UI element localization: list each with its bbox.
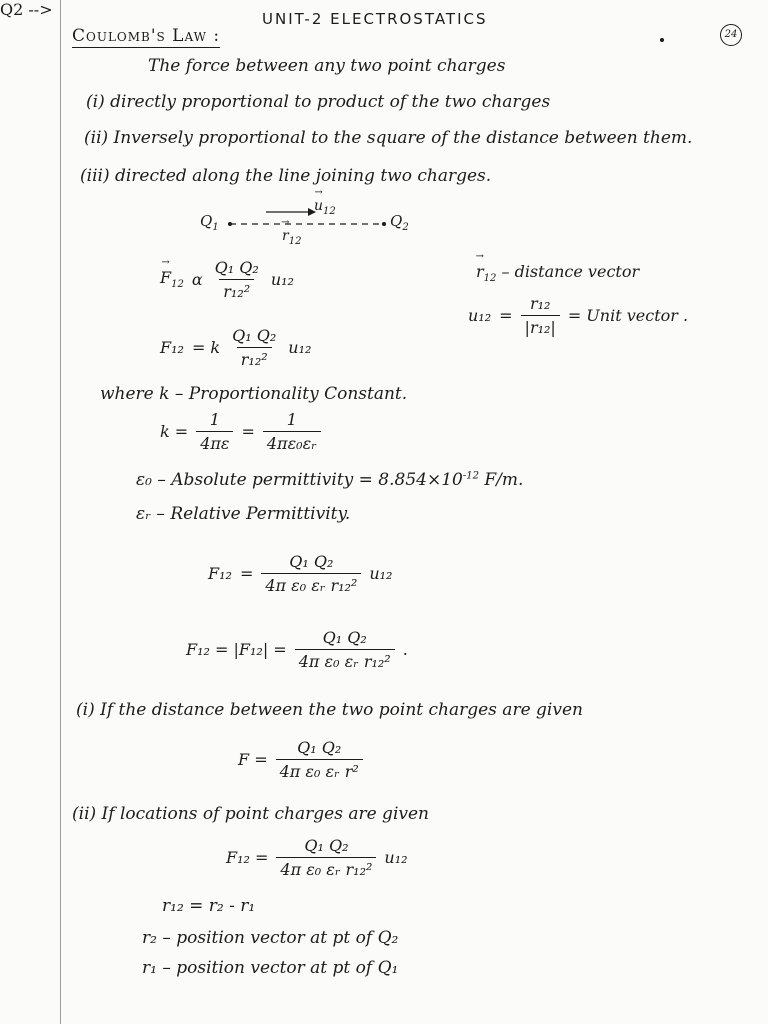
eq1-lhs: → $F_{12}$ [160, 268, 184, 290]
intro-line-3: (iii) directed along the line joining two charges. [80, 166, 492, 186]
eq5-lhs: F = [238, 750, 268, 769]
unit-vector-fraction: $\frac{\text{r₁₂}}{\text{|r₁₂|}}$ [521, 294, 560, 337]
force-magnitude-equation [186, 628, 408, 671]
intro-line-1: (i) directly proportional to product of the two charges [86, 92, 551, 112]
eq3-tail: u₁₂ [369, 564, 393, 583]
eq3-op: = [239, 564, 254, 583]
k-equals: = [241, 422, 255, 441]
charge-diagram [196, 198, 426, 250]
distance-force-equation [238, 738, 363, 781]
page-number: 24 [720, 24, 742, 46]
eq4-lhs: F₁₂ = |F₁₂| = [186, 640, 287, 659]
eq2-op: = k [191, 338, 221, 357]
r12-difference-line: r₁₂ = r₂ - r₁ [162, 896, 256, 916]
k-lhs: k = [160, 422, 189, 441]
location-force-equation [226, 836, 408, 879]
eq4-fraction: $\frac{\text{Q₁ Q₂}}{\text{4π ε₀ εᵣ r₁₂²}}$ [295, 628, 395, 671]
k-fraction-2: $\frac{1}{\text{4πε₀εᵣ}}$ [263, 410, 321, 453]
unit-title: UNIT-2 ELECTROSTATICS [262, 10, 488, 28]
q2-label: $Q_2$ [390, 212, 409, 233]
r2-position-vector-line: r₂ – position vector at pt of Q₂ [142, 928, 399, 948]
k-fraction-1: $\frac{1}{4\pi\varepsilon}$ [196, 410, 233, 453]
eq2-fraction: $\frac{\text{Q₁ Q₂}}{\text{r₁₂²}}$ [232, 326, 277, 369]
eq3-fraction: $\frac{\text{Q₁ Q₂}}{\text{4π ε₀ εᵣ r₁₂²}}$ [261, 552, 361, 595]
eq4-tail: . [402, 640, 408, 659]
eq1-fraction: $\frac{\text{Q₁ Q₂}}{\text{r₁₂²}}$ [214, 258, 259, 301]
q1-label: $Q_1$ [200, 212, 219, 233]
r12-label: → $r_{12}$ [282, 228, 301, 247]
where-k-line: where k – Proportionality Constant. [100, 384, 408, 404]
r1-position-vector-line: r₁ – position vector at pt of Q₁ [142, 958, 399, 978]
eq1-tail: u₁₂ [270, 270, 294, 289]
case-2-line: (ii) If locations of point charges are given [72, 804, 429, 824]
eq2-lhs: F₁₂ [160, 338, 184, 357]
eq3-lhs: F₁₂ [208, 564, 232, 583]
case-1-line: (i) If the distance between the two point charges are given [76, 700, 583, 720]
coulomb-k-equation [160, 326, 311, 369]
eq5-fraction: $\frac{\text{Q₁ Q₂}}{\text{4π ε₀ εᵣ r²}}$ [276, 738, 363, 781]
k-definition [160, 410, 321, 453]
unit-vector-lhs: u₁₂ [468, 306, 492, 325]
distance-vector-note: → $r_{12}$ – distance vector [476, 262, 639, 284]
force-vector-equation [208, 552, 392, 595]
intro-line-2: (ii) Inversely proportional to the square of the distance between them. [84, 128, 693, 148]
eq6-fraction: $\frac{\text{Q₁ Q₂}}{\text{4π ε₀ εᵣ r₁₂²}}$ [276, 836, 376, 879]
ink-dot [660, 38, 664, 42]
eq2-tail: u₁₂ [288, 338, 312, 357]
absolute-permittivity-line: ε₀ – Absolute permittivity = $8.854\times 10^{-12}$ F/m. [136, 470, 524, 490]
margin-line [60, 0, 61, 1024]
eq6-lhs: F₁₂ = [226, 848, 269, 867]
unit-vector-rhs: = Unit vector . [567, 306, 689, 325]
relative-permittivity-line: εᵣ – Relative Permittivity. [136, 504, 351, 524]
u12-label: → $u_{12}$ [314, 198, 336, 217]
eq6-tail: u₁₂ [384, 848, 408, 867]
proportionality-equation [160, 258, 294, 301]
eq1-op: α [191, 270, 203, 289]
coulombs-law-heading: Coulomb's Law : [72, 26, 221, 46]
unit-vector-note: u₁₂ = $\frac{\text{r₁₂}}{\text{|r₁₂|}}$ = Unit vector . [468, 294, 689, 337]
intro-line-0: The force between any two point charges [148, 56, 506, 76]
